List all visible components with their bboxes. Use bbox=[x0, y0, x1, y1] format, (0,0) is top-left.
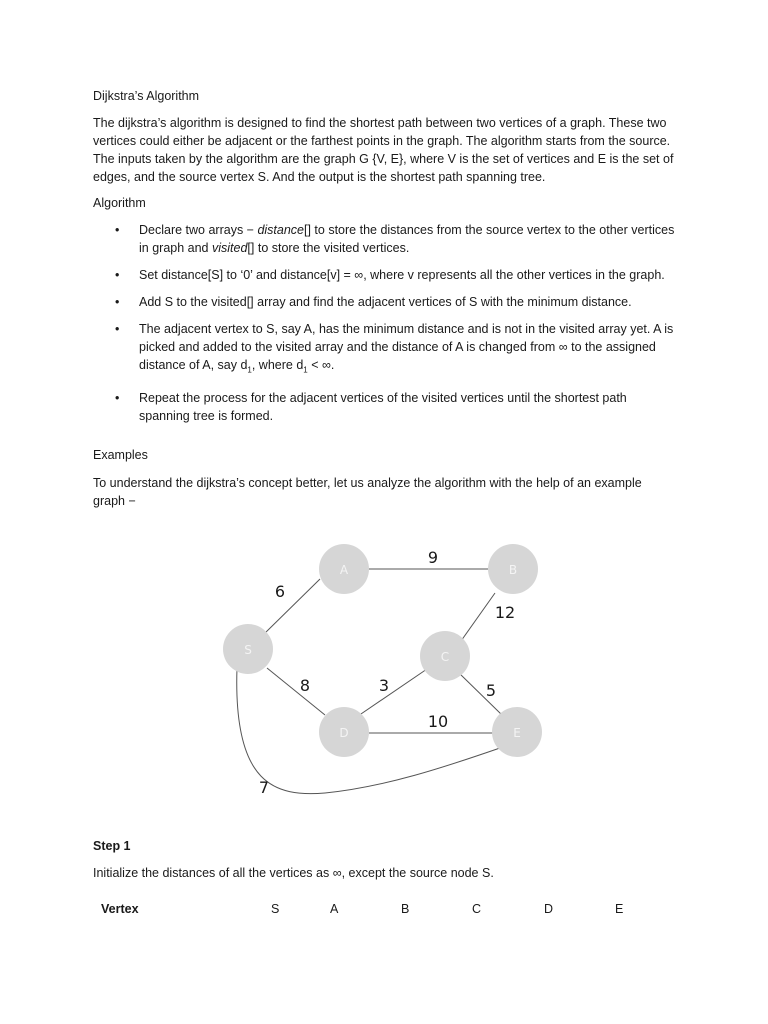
text-run: Set distance[S] to ‘0’ and distance[v] = ∞, where v represents all the other vertices in the graph. bbox=[139, 268, 665, 282]
vertex-col-s: S bbox=[271, 902, 280, 916]
weight-d-c: 3 bbox=[378, 676, 390, 695]
algorithm-steps-list bbox=[93, 221, 675, 434]
bullet-icon: • bbox=[115, 268, 120, 282]
bullet-icon: • bbox=[115, 295, 120, 309]
edge-d-c bbox=[358, 669, 427, 716]
node-label-b: B bbox=[508, 563, 518, 577]
edge-s-d bbox=[267, 668, 325, 715]
subscript: 1 bbox=[247, 365, 252, 375]
vertex-table-header-row bbox=[0, 900, 768, 918]
vertex-header: Vertex bbox=[101, 902, 139, 916]
examples-paragraph: To understand the dijkstra’s concept better, let us analyze the algorithm with the help of an example graph − bbox=[93, 476, 642, 508]
node-labels bbox=[244, 563, 521, 740]
list-item bbox=[93, 266, 675, 284]
step1-heading: Step 1 bbox=[93, 839, 131, 853]
text-run: [] to store the distances from the source vertex to the other vertices in graph and bbox=[139, 223, 675, 255]
vertex-col-e: E bbox=[615, 902, 624, 916]
intro-paragraph: The dijkstra’s algorithm is designed to find the shortest path between two vertices of a graph. These two vertices could either be adjacent or the farthest points in the graph. The algorithm starts from the source. The inputs taken by the algorithm are the graph G {V, E}, where V is the set of vertices and E is the set of edges, and the source vertex S. And the output is the shortest path spanning tree. bbox=[93, 116, 674, 184]
doc-title: Dijkstra’s Algorithm bbox=[93, 89, 200, 103]
node-label-c: C bbox=[440, 650, 450, 664]
emphasis-visited: visited bbox=[211, 241, 248, 255]
weight-s-d: 8 bbox=[299, 676, 311, 695]
list-item bbox=[93, 389, 675, 425]
text-run: The adjacent vertex to S, say A, has the minimum distance and is not in the visited array yet. A is picked and added to the visited array and the distance of A is changed from ∞ to the assigned distance of A, say d bbox=[139, 322, 674, 372]
weight-a-b: 9 bbox=[427, 548, 439, 567]
weight-c-e: 5 bbox=[485, 681, 497, 700]
subscript: 1 bbox=[303, 365, 308, 375]
vertex-col-c: C bbox=[472, 902, 482, 916]
text-run: Declare two arrays − bbox=[139, 223, 258, 237]
weight-s-e: 7 bbox=[258, 778, 270, 797]
weight-b-c: 12 bbox=[494, 603, 516, 622]
vertex-col-a: A bbox=[330, 902, 339, 916]
node-label-d: D bbox=[339, 726, 349, 740]
text-run: < ∞. bbox=[307, 358, 335, 372]
node-label-a: A bbox=[339, 563, 349, 577]
graph-edges bbox=[237, 569, 502, 794]
vertex-col-d: D bbox=[544, 902, 554, 916]
text-run: Add S to the visited[] array and find the adjacent vertices of S with the minimum distance. bbox=[139, 295, 632, 309]
list-item bbox=[93, 320, 675, 380]
vertex-col-b: B bbox=[401, 902, 410, 916]
node-label-s: S bbox=[244, 643, 252, 657]
bullet-icon: • bbox=[115, 322, 120, 336]
step1-paragraph: Initialize the distances of all the vertices as ∞, except the source node S. bbox=[93, 866, 494, 880]
text-run: Repeat the process for the adjacent vertices of the visited vertices until the shortest path spanning tree is formed. bbox=[139, 390, 627, 423]
edge-weights bbox=[258, 548, 518, 797]
edge-b-c bbox=[461, 593, 495, 641]
weight-d-e: 10 bbox=[427, 712, 449, 731]
graph-nodes bbox=[223, 544, 542, 757]
text-run: , where d bbox=[251, 358, 304, 372]
emphasis-distance: distance bbox=[257, 223, 305, 237]
algorithm-heading: Algorithm bbox=[93, 196, 146, 210]
examples-heading: Examples bbox=[93, 448, 148, 462]
list-item bbox=[93, 293, 675, 311]
text-run: [] to store the visited vertices. bbox=[247, 241, 410, 255]
weight-s-a: 6 bbox=[274, 582, 286, 601]
edge-s-a bbox=[263, 579, 320, 635]
bullet-icon: • bbox=[115, 390, 120, 405]
node-label-e: E bbox=[513, 726, 521, 740]
list-item bbox=[93, 221, 675, 257]
bullet-icon: • bbox=[115, 223, 120, 237]
graph-figure bbox=[215, 535, 550, 800]
